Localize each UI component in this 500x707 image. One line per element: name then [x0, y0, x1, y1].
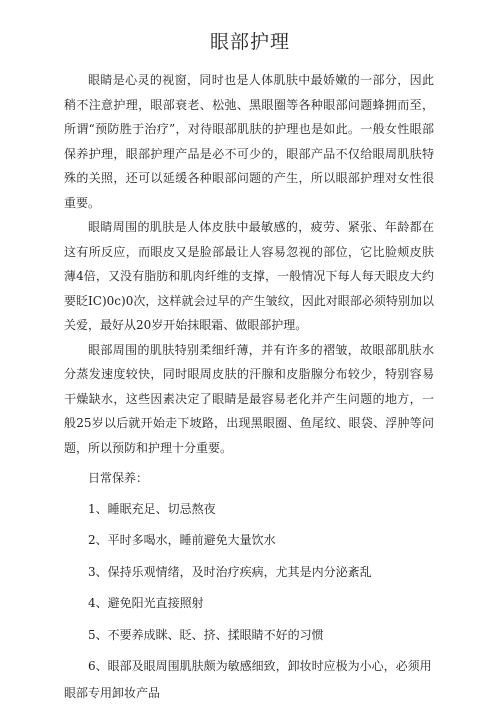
article-body [64, 68, 434, 705]
list-heading: 日常保养： [88, 471, 149, 485]
list-item: 1、睡眠充足、切忌熬夜 [88, 501, 216, 516]
paragraph-intro: 眼睛是心灵的视窗，同时也是人体肌肤中最娇嫩的一部分，因此稍不注意护理，眼部衰老、松弛、黑眼圈等各种眼部问题蜂拥而至，所谓“预防胜于治疗”，对待眼部肌肤的护理也是如此。一般女性眼部保养护理，眼部护理产品是必不可少的，眼部产品不仅给眼周肌肤特殊的关照，还可以延缓各种眼部问题的产生，所以眼部护理对女性很重要。 [64, 73, 434, 210]
list-item: 6、眼部及眼周围肌肤颇为敏感细致，卸妆时应极为小心，必须用 [88, 659, 432, 673]
list-item: 5、不要养成眯、眨、挤、揉眼睛不好的习惯 [88, 627, 324, 642]
paragraph-eye-skin: 眼睛周围的肌肤是人体皮肤中最敏感的，疲劳、紧张、年龄都在这有所反应，而眼皮又是脸部最让人容易忽视的部位，它比脸颊皮肤薄4倍，又没有脂肪和肌肉纤维的支撑，一般情况下每人每天眼皮大约要眨IC)0c)0次，这样就会过早的产生皱纹，因此对眼部必须特别加以关爱，最好从20岁开始抹眼霜、做眼部护理。 [64, 220, 434, 332]
page-title: 眼部护理 [209, 31, 290, 53]
care-tips-list [64, 497, 434, 679]
list-item: 4、避免阳光直接照射 [88, 596, 204, 610]
paragraph-eye-area: 眼部周围的肌肤特别柔细纤薄，并有许多的褶皱，故眼部肌肤水分蒸发速度较快，同时眼周皮肤的汗腺和皮脂腺分布较少，特别容易干燥缺水，这些因素决定了眼睛是最容易老化并产生问题的地方，一般25岁以后就开始走下坡路，出现黑眼圈、鱼尾纹、眼袋、浮肿等问题，所以预防和护理十分重要。 [64, 342, 434, 455]
list-item: 3、保持乐观情绪，及时治疗疾病，尤其是内分泌紊乱 [88, 564, 372, 579]
list-item-continuation: 眼部专用卸妆产品 [64, 685, 161, 700]
list-item: 2、平时多喝水，睡前避免大量饮水 [88, 533, 276, 547]
